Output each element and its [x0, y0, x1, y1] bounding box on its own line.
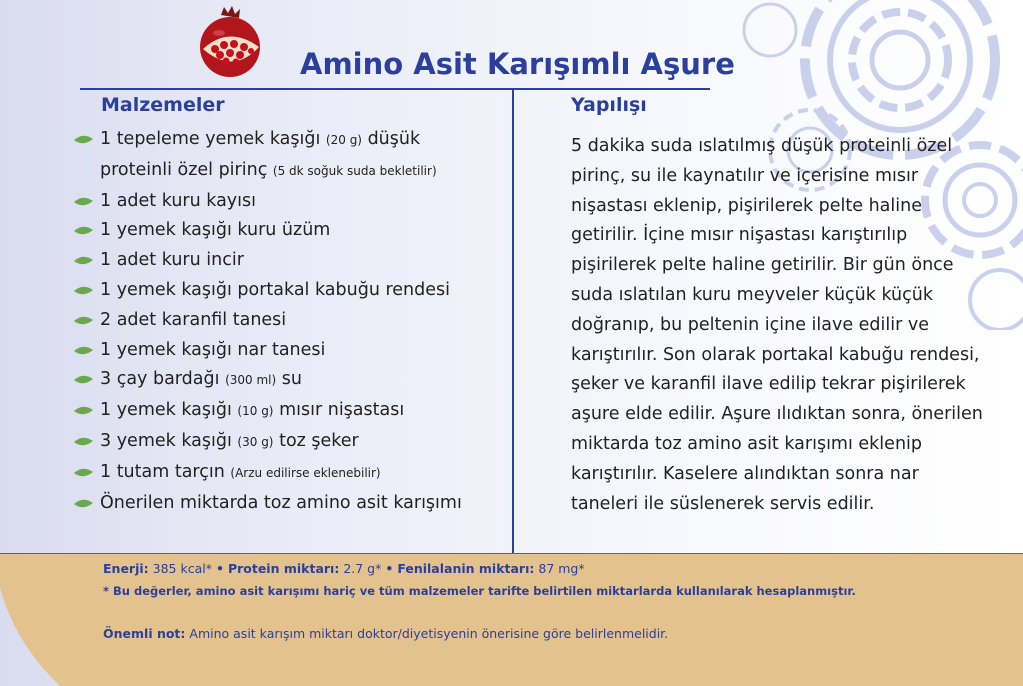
ingredient-text-rest: mısır nişastası [279, 400, 405, 421]
leaf-bullet-icon [73, 315, 94, 326]
protein-label: Protein miktarı: [227, 561, 340, 576]
separator: • [385, 561, 394, 576]
ingredient-text: 1 tepeleme yemek kaşığı [100, 129, 321, 149]
ingredient-item [73, 276, 513, 306]
leaf-bullet-icon [73, 467, 94, 478]
leaf-bullet-icon [73, 374, 94, 385]
energy-value: 385 kcal* [152, 561, 212, 576]
nutrition-line [103, 561, 1003, 576]
leaf-bullet-icon [73, 345, 94, 356]
ingredient-text-line2: proteinli özel pirinç [100, 159, 268, 180]
ingredient-text-rest: toz şeker [279, 430, 359, 451]
title-divider [80, 88, 710, 90]
leaf-bullet-icon [73, 285, 94, 296]
ingredient-text: 1 adet kuru incir [100, 250, 244, 271]
ingredient-note: (30 g) [237, 434, 274, 449]
leaf-bullet-icon [73, 225, 94, 236]
phenylalanine-label: Fenilalanin miktarı: [397, 561, 535, 576]
recipe-title: Amino Asit Karışımlı Aşure [300, 47, 735, 81]
leaf-bullet-icon [73, 134, 94, 145]
ingredient-note-line2: (5 dk soğuk suda bekletilir) [272, 163, 437, 178]
ingredient-text: 3 çay bardağı [100, 369, 220, 390]
leaf-bullet-icon [73, 405, 94, 416]
ingredient-text: 1 tutam tarçın [100, 461, 225, 482]
ingredient-note: (Arzu edilirse eklenebilir) [230, 465, 381, 480]
ingredient-item [73, 458, 513, 489]
ingredient-text-rest: su [281, 369, 302, 390]
ingredient-text: 1 yemek kaşığı kuru üzüm [100, 220, 331, 241]
energy-label: Enerji: [103, 561, 149, 576]
ingredient-item [73, 306, 513, 336]
phenylalanine-value: 87 mg* [538, 561, 585, 576]
ingredients-heading: Malzemeler [101, 94, 225, 116]
important-label: Önemli not: [103, 626, 186, 641]
ingredient-item [73, 216, 513, 246]
ingredient-item [73, 365, 513, 396]
important-text: Amino asit karışım miktarı doktor/diyetisyenin önerisine göre belirlenmelidir. [189, 626, 669, 641]
ingredient-text: 3 yemek kaşığı [100, 430, 232, 451]
ingredient-item [73, 246, 513, 276]
ingredient-item [73, 187, 513, 217]
separator: • [215, 561, 224, 576]
leaf-bullet-icon [73, 498, 94, 509]
footnote: * Bu değerler, amino asit karışımı hariç ve tüm malzemeler tarifte belirtilen miktarlarda kullanılarak hesaplanmıştır. [103, 584, 856, 598]
ingredient-text: 1 yemek kaşığı portakal kabuğu rendesi [100, 279, 450, 300]
preparation-heading: Yapılışı [571, 94, 647, 116]
ingredient-item [73, 125, 513, 187]
nutrition-footer [103, 561, 1003, 641]
leaf-bullet-icon [73, 436, 94, 447]
ingredient-item [73, 427, 513, 458]
ingredient-text: 1 adet kuru kayısı [100, 190, 257, 211]
important-note [103, 626, 1003, 641]
ingredient-text: 2 adet karanfil tanesi [100, 309, 287, 330]
ingredient-text: 1 yemek kaşığı [100, 400, 232, 421]
ingredient-note: (20 g) [325, 133, 362, 147]
ingredient-note: (300 ml) [225, 373, 277, 388]
ingredient-note: (10 g) [237, 404, 274, 419]
ingredient-text: Önerilen miktarda toz amino asit karışımı [100, 492, 462, 513]
leaf-bullet-icon [73, 255, 94, 266]
ingredient-text: 1 yemek kaşığı nar tanesi [100, 339, 326, 360]
leaf-bullet-icon [73, 196, 94, 207]
ingredient-text-rest: düşük [367, 129, 421, 149]
ingredient-item [73, 396, 513, 427]
pomegranate-icon [193, 5, 267, 79]
preparation-text: 5 dakika suda ıslatılmış düşük proteinli özel pirinç, su ile kaynatılır ve içerisine mısır nişastası eklenip, pişirilerek pelte haline getirilir. İçine mısır nişastası karıştırılıp pişirilerek pelte haline getirilir. Bir gün önce suda ıslatılan kuru meyveler küçük küçük doğranıp, bu peltenin içine ilave edilir ve karıştırılır. Son olarak portakal kabuğu rendesi, şeker ve karanfil ilave edilip tekrar pişirilerek aşure elde edilir. Aşure ılıdıktan sonra, önerilen miktarda toz amino asit karışımı eklenip karıştırılır. Kaselere alındıktan sonra nar taneleri ile süslenerek servis edilir. [571, 136, 983, 514]
protein-value: 2.7 g* [343, 561, 382, 576]
ingredient-item [73, 489, 513, 519]
ingredient-item [73, 336, 513, 366]
ingredients-list [73, 125, 513, 518]
